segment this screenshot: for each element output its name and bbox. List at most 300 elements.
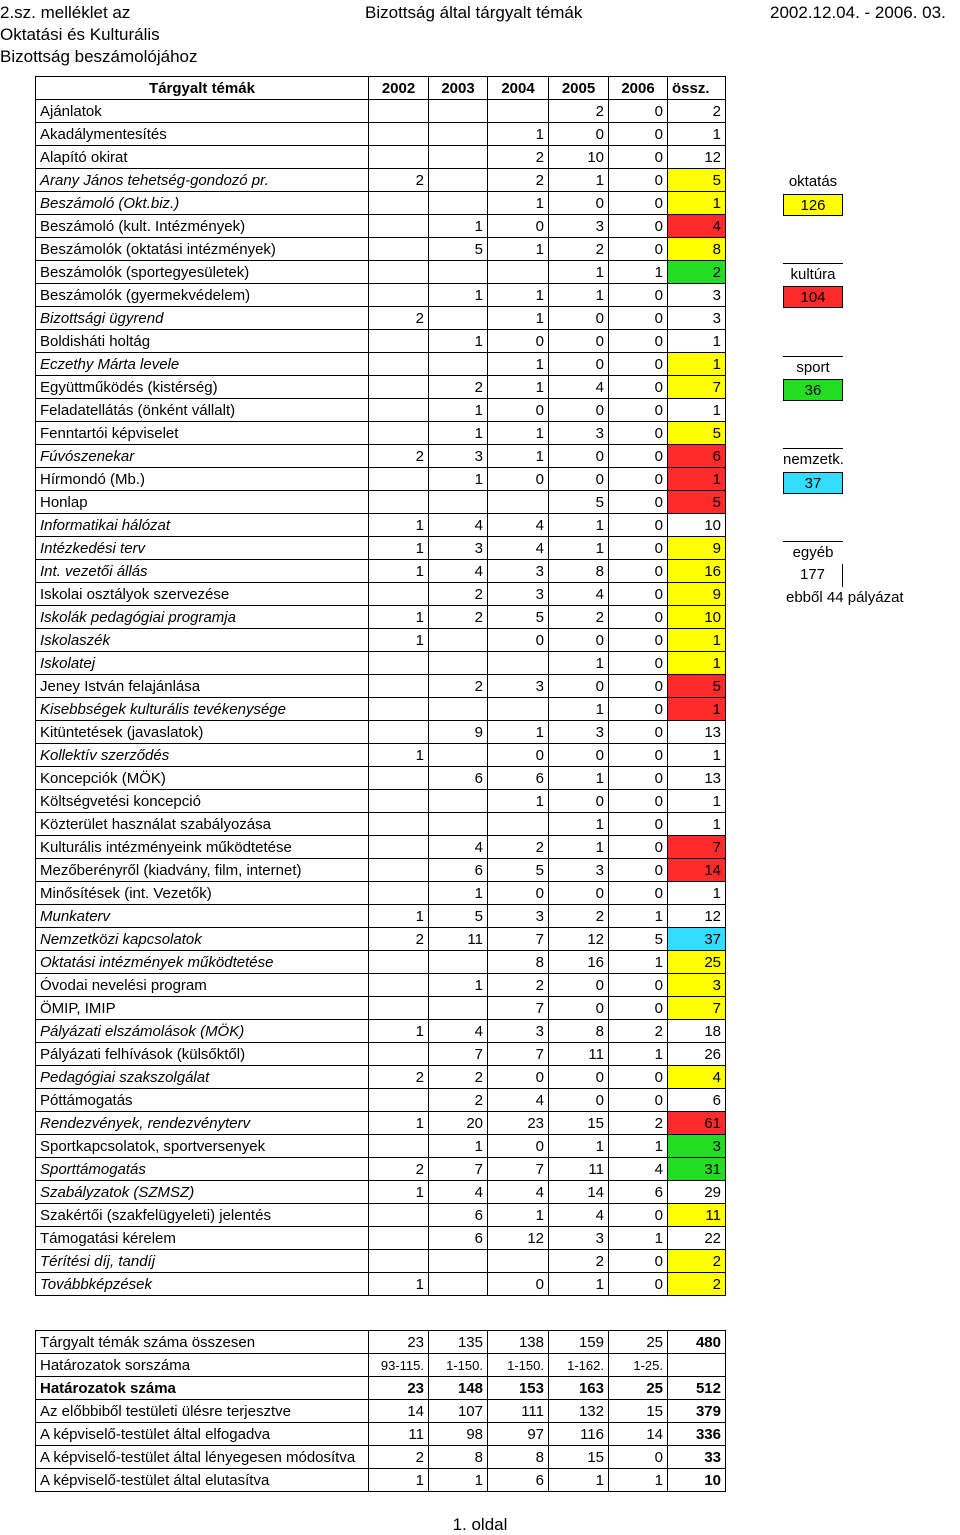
row-year-value	[369, 951, 429, 974]
row-topic: Honlap	[36, 491, 369, 514]
row-year-value	[369, 1089, 429, 1112]
row-year-value: 0	[609, 468, 668, 491]
row-year-value: 0	[609, 445, 668, 468]
doc-period: 2002.12.04. - 2006. 03.	[770, 3, 946, 22]
row-year-value: 2	[369, 1066, 429, 1089]
summary-total: 10	[668, 1469, 726, 1492]
row-year-value: 0	[609, 514, 668, 537]
summary-year-value: 98	[429, 1423, 488, 1446]
row-year-value: 11	[549, 1158, 609, 1181]
summary-year-value: 8	[429, 1446, 488, 1469]
row-year-value	[488, 1250, 549, 1273]
summary-year-value: 11	[369, 1423, 429, 1446]
row-topic: Fenntartói képviselet	[36, 422, 369, 445]
doc-center-title: Bizottság által tárgyalt témák	[365, 3, 583, 22]
row-year-value: 0	[609, 790, 668, 813]
row-total: 6	[668, 445, 726, 468]
row-year-value	[369, 215, 429, 238]
row-year-value: 0	[488, 215, 549, 238]
table-row	[36, 468, 726, 491]
row-year-value: 0	[549, 468, 609, 491]
table-row	[36, 100, 726, 123]
row-topic: Pályázati felhívások (külsőktől)	[36, 1043, 369, 1066]
col-header-2004: 2004	[488, 77, 549, 100]
row-year-value	[429, 744, 488, 767]
row-total: 7	[668, 836, 726, 859]
row-total: 5	[668, 675, 726, 698]
row-year-value: 0	[609, 1066, 668, 1089]
row-year-value: 8	[549, 1020, 609, 1043]
row-year-value: 0	[609, 698, 668, 721]
row-year-value: 1	[549, 284, 609, 307]
row-year-value: 1	[429, 422, 488, 445]
table-row	[36, 514, 726, 537]
row-total: 4	[668, 1066, 726, 1089]
row-year-value: 0	[609, 1204, 668, 1227]
row-year-value: 1	[369, 1020, 429, 1043]
row-year-value: 2	[369, 928, 429, 951]
row-year-value: 12	[549, 928, 609, 951]
row-topic: Oktatási intézmények működtetése	[36, 951, 369, 974]
row-year-value: 0	[609, 399, 668, 422]
row-topic: Közterület használat szabályozása	[36, 813, 369, 836]
summary-row	[36, 1423, 726, 1446]
summary-year-value: 135	[429, 1331, 488, 1354]
col-header-total: össz.	[668, 77, 726, 100]
table-row	[36, 1135, 726, 1158]
row-topic: Iskolaszék	[36, 629, 369, 652]
row-year-value: 1	[549, 813, 609, 836]
row-year-value: 0	[609, 491, 668, 514]
row-total: 1	[668, 330, 726, 353]
row-year-value: 1	[549, 1273, 609, 1296]
row-total: 4	[668, 215, 726, 238]
table-row	[36, 330, 726, 353]
row-year-value: 12	[488, 1227, 549, 1250]
summary-label: A képviselő-testület által elutasítva	[36, 1469, 369, 1492]
side-nemzetk-value: 37	[783, 472, 843, 494]
row-year-value	[369, 1250, 429, 1273]
row-year-value	[429, 1250, 488, 1273]
row-total: 1	[668, 123, 726, 146]
row-year-value	[369, 491, 429, 514]
row-year-value: 5	[488, 859, 549, 882]
table-row	[36, 1066, 726, 1089]
row-topic: Beszámolók (oktatási intézmények)	[36, 238, 369, 261]
row-year-value	[429, 261, 488, 284]
side-sport-label: sport	[783, 356, 843, 379]
row-total: 2	[668, 261, 726, 284]
summary-row	[36, 1331, 726, 1354]
row-topic: Fúvószenekar	[36, 445, 369, 468]
row-total: 3	[668, 284, 726, 307]
row-year-value: 4	[488, 537, 549, 560]
summary-label: A képviselő-testület által elfogadva	[36, 1423, 369, 1446]
row-year-value: 2	[488, 974, 549, 997]
row-topic: Akadálymentesítés	[36, 123, 369, 146]
row-year-value	[429, 169, 488, 192]
row-year-value: 1	[488, 445, 549, 468]
row-year-value: 4	[429, 560, 488, 583]
row-year-value: 6	[429, 767, 488, 790]
col-header-2003: 2003	[429, 77, 488, 100]
doc-title-line2: Oktatási és Kulturális	[0, 25, 160, 44]
summary-year-value: 15	[549, 1446, 609, 1469]
row-year-value: 2	[429, 1066, 488, 1089]
row-year-value	[369, 652, 429, 675]
row-year-value: 1	[369, 629, 429, 652]
summary-year-value: 93-115.	[369, 1354, 429, 1377]
row-year-value: 0	[609, 330, 668, 353]
table-row	[36, 238, 726, 261]
row-year-value: 0	[609, 652, 668, 675]
row-year-value	[369, 859, 429, 882]
row-year-value	[369, 1227, 429, 1250]
row-year-value: 1	[488, 284, 549, 307]
row-year-value	[369, 997, 429, 1020]
row-year-value: 6	[609, 1181, 668, 1204]
row-year-value: 1	[549, 261, 609, 284]
row-total: 1	[668, 629, 726, 652]
row-topic: Koncepciók (MÖK)	[36, 767, 369, 790]
row-year-value: 0	[609, 238, 668, 261]
row-year-value: 2	[369, 445, 429, 468]
table-row	[36, 376, 726, 399]
row-year-value	[488, 491, 549, 514]
row-year-value: 2	[549, 905, 609, 928]
row-year-value: 1	[369, 560, 429, 583]
row-year-value: 0	[549, 744, 609, 767]
row-year-value: 8	[549, 560, 609, 583]
row-topic: Ajánlatok	[36, 100, 369, 123]
row-year-value: 7	[429, 1158, 488, 1181]
row-year-value: 1	[369, 537, 429, 560]
table-row	[36, 284, 726, 307]
row-year-value: 0	[609, 974, 668, 997]
row-year-value: 0	[609, 1089, 668, 1112]
row-topic: Mezőberényről (kiadvány, film, internet)	[36, 859, 369, 882]
summary-year-value: 8	[488, 1446, 549, 1469]
row-topic: Rendezvények, rendezvényterv	[36, 1112, 369, 1135]
row-year-value: 1	[488, 192, 549, 215]
row-year-value: 0	[609, 537, 668, 560]
row-topic: ÖMIP, IMIP	[36, 997, 369, 1020]
table-row	[36, 606, 726, 629]
row-year-value: 11	[429, 928, 488, 951]
row-year-value: 1	[549, 537, 609, 560]
row-year-value	[369, 123, 429, 146]
page-number: 1. oldal	[452, 1515, 508, 1534]
row-year-value	[429, 790, 488, 813]
row-topic: Pályázati elszámolások (MÖK)	[36, 1020, 369, 1043]
row-year-value: 2	[609, 1112, 668, 1135]
table-row	[36, 1250, 726, 1273]
row-year-value: 1	[369, 514, 429, 537]
row-year-value: 0	[549, 675, 609, 698]
row-year-value: 0	[609, 675, 668, 698]
summary-year-value: 1-25.	[609, 1354, 668, 1377]
row-year-value	[369, 790, 429, 813]
table-row	[36, 146, 726, 169]
row-year-value: 4	[549, 1204, 609, 1227]
row-total: 2	[668, 1273, 726, 1296]
row-year-value	[429, 146, 488, 169]
row-year-value: 3	[488, 1020, 549, 1043]
row-year-value: 1	[549, 767, 609, 790]
summary-year-value: 111	[488, 1400, 549, 1423]
row-year-value: 1	[369, 1112, 429, 1135]
row-total: 1	[668, 652, 726, 675]
row-topic: Kulturális intézményeink működtetése	[36, 836, 369, 859]
table-row	[36, 192, 726, 215]
side-sport-value: 36	[783, 379, 843, 401]
col-header-topic: Tárgyalt témák	[36, 77, 369, 100]
row-topic: Kitüntetések (javaslatok)	[36, 721, 369, 744]
row-year-value: 5	[488, 606, 549, 629]
summary-year-value: 25	[609, 1331, 668, 1354]
row-topic: Minősítések (int. Vezetők)	[36, 882, 369, 905]
table-row	[36, 951, 726, 974]
table-row	[36, 1158, 726, 1181]
summary-label: A képviselő-testület által lényegesen módosítva	[36, 1446, 369, 1469]
row-year-value: 1	[609, 1043, 668, 1066]
row-year-value	[369, 583, 429, 606]
table-row	[36, 790, 726, 813]
row-year-value: 0	[549, 790, 609, 813]
row-year-value: 2	[488, 836, 549, 859]
row-year-value: 1	[488, 376, 549, 399]
side-kultura-label: kultúra	[783, 263, 843, 286]
row-year-value: 2	[549, 1250, 609, 1273]
row-topic: Arany János tehetség-gondozó pr.	[36, 169, 369, 192]
row-year-value: 3	[429, 445, 488, 468]
summary-year-value: 1	[369, 1469, 429, 1492]
row-total: 14	[668, 859, 726, 882]
row-total: 2	[668, 1250, 726, 1273]
row-total: 25	[668, 951, 726, 974]
row-year-value	[369, 261, 429, 284]
row-year-value	[369, 146, 429, 169]
row-total: 16	[668, 560, 726, 583]
row-year-value: 3	[488, 560, 549, 583]
row-year-value: 0	[609, 836, 668, 859]
row-total: 11	[668, 1204, 726, 1227]
row-year-value: 3	[549, 1227, 609, 1250]
row-year-value: 0	[609, 169, 668, 192]
row-year-value: 3	[549, 215, 609, 238]
table-row	[36, 629, 726, 652]
row-year-value	[429, 123, 488, 146]
row-year-value: 1	[488, 307, 549, 330]
side-palyazat-note: ebből 44 pályázat	[786, 589, 904, 606]
summary-year-value: 15	[609, 1400, 668, 1423]
summary-total: 379	[668, 1400, 726, 1423]
row-year-value: 2	[609, 1020, 668, 1043]
row-total: 37	[668, 928, 726, 951]
summary-year-value: 138	[488, 1331, 549, 1354]
row-year-value	[369, 836, 429, 859]
row-year-value: 0	[609, 192, 668, 215]
row-year-value: 1	[549, 836, 609, 859]
table-row	[36, 215, 726, 238]
row-year-value: 0	[549, 330, 609, 353]
row-year-value: 20	[429, 1112, 488, 1135]
row-total: 1	[668, 399, 726, 422]
row-year-value: 1	[369, 905, 429, 928]
row-year-value	[369, 813, 429, 836]
row-year-value: 23	[488, 1112, 549, 1135]
row-topic: Támogatási kérelem	[36, 1227, 369, 1250]
row-year-value: 2	[369, 1158, 429, 1181]
row-topic: Pedagógiai szakszolgálat	[36, 1066, 369, 1089]
row-year-value: 6	[429, 859, 488, 882]
row-year-value	[369, 422, 429, 445]
row-year-value: 1	[549, 514, 609, 537]
row-year-value	[488, 813, 549, 836]
row-year-value: 4	[609, 1158, 668, 1181]
row-year-value: 0	[488, 1066, 549, 1089]
row-topic: Óvodai nevelési program	[36, 974, 369, 997]
side-egyeb-value: 177	[783, 564, 843, 587]
row-topic: Iskolák pedagógiai programja	[36, 606, 369, 629]
row-total: 9	[668, 537, 726, 560]
row-year-value: 14	[549, 1181, 609, 1204]
row-year-value: 1	[488, 721, 549, 744]
row-total: 1	[668, 192, 726, 215]
row-year-value: 1	[549, 698, 609, 721]
row-year-value: 5	[609, 928, 668, 951]
table-row	[36, 698, 726, 721]
table-row	[36, 721, 726, 744]
row-total: 5	[668, 491, 726, 514]
table-row	[36, 652, 726, 675]
row-year-value: 1	[609, 1227, 668, 1250]
table-row	[36, 675, 726, 698]
topics-table	[35, 76, 726, 1296]
table-row	[36, 399, 726, 422]
row-year-value: 2	[369, 169, 429, 192]
row-year-value	[429, 353, 488, 376]
row-year-value: 4	[549, 376, 609, 399]
table-row	[36, 744, 726, 767]
table-row	[36, 169, 726, 192]
row-year-value: 4	[429, 836, 488, 859]
side-egyeb-label: egyéb	[783, 541, 843, 564]
row-year-value: 0	[549, 353, 609, 376]
row-year-value	[488, 261, 549, 284]
row-year-value: 15	[549, 1112, 609, 1135]
summary-label: Tárgyalt témák száma összesen	[36, 1331, 369, 1354]
row-total: 1	[668, 882, 726, 905]
row-year-value	[369, 675, 429, 698]
row-year-value: 0	[609, 123, 668, 146]
row-year-value: 0	[609, 307, 668, 330]
row-year-value: 1	[369, 1181, 429, 1204]
summary-label: Az előbbiből testületi ülésre terjesztve	[36, 1400, 369, 1423]
row-total: 1	[668, 790, 726, 813]
row-year-value: 0	[549, 882, 609, 905]
row-year-value	[369, 1204, 429, 1227]
row-year-value: 1	[429, 330, 488, 353]
row-total: 7	[668, 376, 726, 399]
row-year-value: 1	[369, 606, 429, 629]
summary-year-value: 14	[609, 1423, 668, 1446]
row-year-value: 1	[488, 422, 549, 445]
table-row	[36, 537, 726, 560]
row-total: 1	[668, 468, 726, 491]
row-year-value: 1	[429, 1135, 488, 1158]
row-topic: Boldisháti holtág	[36, 330, 369, 353]
row-year-value	[429, 997, 488, 1020]
row-year-value: 0	[549, 629, 609, 652]
row-total: 3	[668, 974, 726, 997]
row-topic: Eczethy Márta levele	[36, 353, 369, 376]
row-total: 1	[668, 698, 726, 721]
row-year-value: 0	[609, 146, 668, 169]
row-year-value: 4	[488, 1181, 549, 1204]
row-year-value: 0	[609, 215, 668, 238]
row-topic: Nemzetközi kapcsolatok	[36, 928, 369, 951]
row-year-value: 4	[488, 514, 549, 537]
row-year-value	[429, 307, 488, 330]
summary-row	[36, 1354, 726, 1377]
row-year-value: 2	[429, 675, 488, 698]
row-total: 5	[668, 169, 726, 192]
table-row	[36, 1020, 726, 1043]
summary-row	[36, 1446, 726, 1469]
row-topic: Iskolai osztályok szervezése	[36, 583, 369, 606]
table-row	[36, 974, 726, 997]
row-topic: Együttműködés (kistérség)	[36, 376, 369, 399]
row-topic: Munkaterv	[36, 905, 369, 928]
row-year-value: 1	[429, 399, 488, 422]
row-year-value: 9	[429, 721, 488, 744]
summary-year-value: 1-150.	[488, 1354, 549, 1377]
row-year-value	[369, 882, 429, 905]
row-year-value: 4	[429, 514, 488, 537]
row-year-value: 0	[549, 192, 609, 215]
row-year-value: 1	[549, 652, 609, 675]
row-year-value: 2	[429, 1089, 488, 1112]
row-year-value: 0	[609, 882, 668, 905]
row-year-value: 2	[429, 606, 488, 629]
row-year-value: 0	[549, 997, 609, 1020]
row-topic: Beszámoló (kult. Intézmények)	[36, 215, 369, 238]
row-year-value: 1	[549, 169, 609, 192]
table-header-row	[36, 77, 726, 100]
row-year-value: 0	[549, 307, 609, 330]
table-row	[36, 905, 726, 928]
row-year-value: 2	[369, 307, 429, 330]
summary-year-value: 148	[429, 1377, 488, 1400]
summary-year-value: 23	[369, 1331, 429, 1354]
row-year-value: 0	[609, 422, 668, 445]
summary-year-value: 153	[488, 1377, 549, 1400]
summary-year-value: 116	[549, 1423, 609, 1446]
row-topic: Szakértői (szakfelügyeleti) jelentés	[36, 1204, 369, 1227]
row-year-value	[369, 238, 429, 261]
row-total: 8	[668, 238, 726, 261]
table-row	[36, 997, 726, 1020]
table-row	[36, 767, 726, 790]
row-year-value	[369, 974, 429, 997]
row-year-value: 0	[609, 606, 668, 629]
row-year-value: 1	[429, 284, 488, 307]
row-year-value: 4	[488, 1089, 549, 1112]
row-year-value: 3	[549, 422, 609, 445]
row-year-value: 4	[429, 1181, 488, 1204]
summary-total: 336	[668, 1423, 726, 1446]
